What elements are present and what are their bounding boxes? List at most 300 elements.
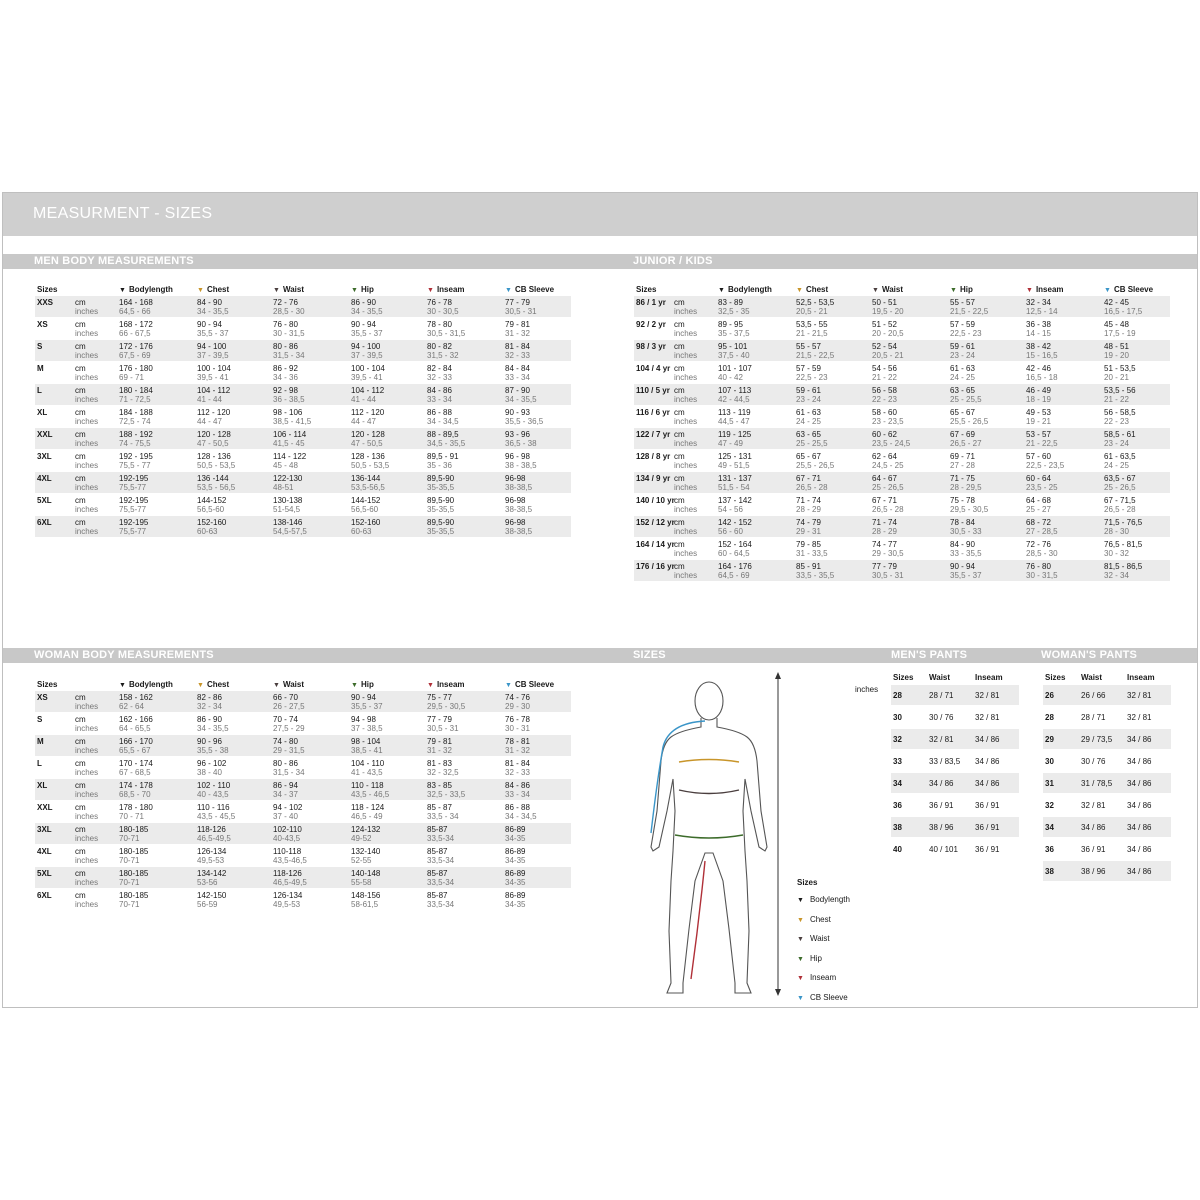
value-inches: 22 - 23 [1104,417,1129,426]
measurement-cell [117,318,195,339]
value-cm: 36 - 38 [1026,320,1051,329]
value-cm: 144-152 [197,496,227,505]
table-row [35,801,571,822]
pants-size: 36 [1045,844,1054,854]
woman-measurements-table [35,677,571,911]
measurement-cell [1024,318,1102,339]
column-header-bodylength [716,283,794,295]
pants-value: 36 / 91 [929,800,954,810]
pants-size: 28 [1045,712,1054,722]
value-inches: 41 - 44 [197,395,222,404]
value-inches: 41 - 44 [351,395,376,404]
value-cm: 53,5 - 56 [1104,386,1136,395]
pants-row [1043,861,1171,881]
value-inches: 16,5 - 17,5 [1104,307,1143,316]
measurement-cell [948,450,1024,471]
value-cm: 118 - 124 [351,803,385,812]
value-inches: 71 - 72,5 [119,395,151,404]
value-cm: 61 - 63 [950,364,975,373]
measurement-cell [271,823,349,844]
men-section-band [3,254,603,269]
value-inches: 22,5 - 23,5 [1026,461,1065,470]
value-inches: 33,5-34 [427,856,455,865]
value-cm: 82 - 84 [427,364,452,373]
measurement-cell [425,889,503,910]
measurement-cell [349,406,425,427]
value-inches: 37 - 39,5 [351,351,383,360]
pants-size: 33 [893,756,902,766]
value-cm: 164 - 176 [718,562,752,571]
measurement-cell [117,472,195,493]
column-header-label: Chest [206,284,230,294]
column-header-cb-sleeve [503,678,571,690]
value-cm: 86-89 [505,825,526,834]
value-inches: 27 - 28,5 [1026,527,1058,536]
size-label: 110 / 5 yr [634,384,672,405]
woman-section-heading: WOMAN BODY MEASUREMENTS [34,649,214,661]
measurement-cell [271,318,349,339]
pants-row [1043,839,1171,859]
pants-value: 40 / 101 [929,844,958,854]
column-header-inseam [1024,283,1102,295]
measurement-cell [794,494,870,515]
legend-item-hip [797,954,850,974]
value-cm: 80 - 86 [273,759,298,768]
measurement-cell [195,823,271,844]
woman-section-band [3,648,603,663]
value-cm: 52 - 54 [872,342,897,351]
measurement-cell [1024,384,1102,405]
value-cm: 89,5-90 [427,496,455,505]
table-row [35,889,571,910]
value-inches: 38-38,5 [505,527,533,536]
legend-item-inseam [797,973,850,993]
value-inches: 32,5 - 35 [718,307,750,316]
pants-value: 29 / 73,5 [1079,729,1125,749]
measurement-cell [349,691,425,712]
unit-inches: inches [674,417,698,426]
value-cm: 122-130 [273,474,303,483]
value-inches: 32 - 33 [505,768,530,777]
size-label: 5XL [35,867,73,888]
value-cm: 124-132 [351,825,381,834]
unit-cm: cm [75,825,86,834]
unit-inches: inches [75,878,99,887]
unit-labels [672,472,716,493]
table-row [35,318,571,339]
value-inches: 26,5 - 28 [872,505,904,514]
value-inches: 51-54,5 [273,505,301,514]
measurement-cell [195,472,271,493]
legend-item-chest [797,915,850,935]
chest-measure-line [679,760,739,763]
measurement-cell [117,406,195,427]
unit-cm: cm [674,496,685,505]
value-cm: 76 - 78 [427,298,452,307]
measurement-cell [503,823,571,844]
value-cm: 89,5-90 [427,474,455,483]
unit-labels [73,757,117,778]
value-cm: 81 - 84 [505,342,530,351]
value-inches: 34 - 35,5 [505,395,537,404]
value-cm: 76,5 - 81,5 [1104,540,1143,549]
value-inches: 45 - 48 [273,461,298,470]
value-cm: 38 - 42 [1026,342,1051,351]
value-inches: 28 - 29 [796,505,821,514]
value-cm: 64 - 68 [1026,496,1051,505]
measurement-cell [425,296,503,317]
column-header-chest [195,678,271,690]
value-inches: 54 - 56 [718,505,743,514]
value-inches: 30 - 31,5 [273,329,305,338]
value-inches: 60-63 [351,527,372,536]
value-inches: 51,5 - 54 [718,483,750,492]
measurement-cell [271,801,349,822]
measurement-cell [503,757,571,778]
womans-pants-heading: WOMAN'S PANTS [1041,649,1138,661]
pants-value: 32 / 81 [927,729,973,749]
value-cm: 144-152 [351,496,381,505]
value-inches: 24 - 25 [950,373,975,382]
pants-column-header: Waist [1081,672,1103,682]
measurement-cell [271,713,349,734]
value-cm: 104 - 112 [197,386,231,395]
value-cm: 76 - 78 [505,715,530,724]
column-header-label: Bodylength [128,679,173,689]
value-inches: 41 - 43,5 [351,768,383,777]
value-inches: 56,5-60 [197,505,225,514]
legend-label: Waist [809,934,830,943]
unit-inches: inches [674,439,698,448]
measurement-cell [425,691,503,712]
measurement-cell [1102,494,1170,515]
marker-triangle-icon: ▼ [273,286,280,294]
unit-labels [672,428,716,449]
table-row [35,340,571,361]
pants-size: 31 [1043,773,1079,793]
value-cm: 58,5 - 61 [1104,430,1136,439]
value-cm: 126-134 [197,847,227,856]
value-inches: 47 - 50,5 [351,439,383,448]
value-inches: 27 - 28 [950,461,975,470]
value-inches: 34-35 [505,856,526,865]
value-inches: 31,5 - 32 [427,351,459,360]
measurement-cell [117,362,195,383]
value-inches: 35,5 - 37 [950,571,982,580]
measurement-cell [271,889,349,910]
bodylength-arrow-top [775,672,781,679]
value-inches: 65,5 - 67 [119,746,151,755]
value-cm: 62 - 64 [872,452,897,461]
value-cm: 52,5 - 53,5 [796,298,835,307]
value-inches: 47 - 49 [718,439,743,448]
value-cm: 86-89 [505,869,526,878]
measurement-cell [794,406,870,427]
unit-inches: inches [75,373,99,382]
unit-cm: cm [674,298,685,307]
measurement-cell [716,340,794,361]
value-inches: 22,5 - 23 [950,329,982,338]
measurement-cell [503,845,571,866]
value-cm: 110-118 [273,847,302,856]
pants-value: 32 / 81 [1127,712,1152,722]
value-inches: 38 - 40 [197,768,222,777]
unit-cm: cm [75,452,86,461]
size-label: XXL [35,428,73,449]
measurement-cell [425,823,503,844]
table-row [634,538,1170,559]
measurement-cell [503,384,571,405]
pants-value: 34 / 86 [1127,800,1152,810]
value-inches: 23 - 23,5 [872,417,904,426]
measurement-cell [195,384,271,405]
measurement-cell [349,757,425,778]
value-cm: 81,5 - 86,5 [1104,562,1143,571]
value-inches: 75,5-77 [119,527,147,536]
mens-pants-table [891,669,1019,861]
measurement-cell [195,691,271,712]
value-inches: 38-38,5 [505,505,533,514]
value-cm: 85-87 [427,825,448,834]
unit-labels [73,779,117,800]
size-label: 98 / 3 yr [634,340,672,361]
value-cm: 102-110 [273,825,302,834]
measurement-cell [195,779,271,800]
measurement-cell [948,406,1024,427]
pants-row [891,729,1019,749]
column-header-label: Chest [206,679,230,689]
measurement-cell [716,560,794,581]
value-inches: 29 - 31 [796,527,821,536]
value-inches: 49-52 [351,834,372,843]
unit-labels [672,560,716,581]
measurement-cell [716,384,794,405]
value-cm: 72 - 76 [1026,540,1051,549]
junior-section-band [603,254,1197,269]
measurement-cell [271,845,349,866]
table-row [35,428,571,449]
unit-cm: cm [674,430,685,439]
value-cm: 180-185 [119,847,149,856]
value-cm: 96 - 102 [197,759,227,768]
value-inches: 23,5 - 25 [1026,483,1058,492]
measurement-cell [1024,472,1102,493]
unit-labels [73,691,117,712]
value-cm: 71 - 74 [796,496,821,505]
value-cm: 125 - 131 [718,452,752,461]
unit-cm: cm [75,759,86,768]
value-cm: 101 - 107 [718,364,752,373]
value-cm: 50 - 51 [872,298,897,307]
unit-labels [73,735,117,756]
marker-triangle-icon: ▼ [505,286,512,294]
table-row [634,384,1170,405]
unit-cm: cm [75,518,86,527]
table-row [35,713,571,734]
value-cm: 63 - 65 [796,430,821,439]
value-cm: 71 - 74 [872,518,897,527]
value-inches: 70-71 [119,900,140,909]
unit-cm: cm [75,847,86,856]
measurement-cell [503,713,571,734]
marker-triangle-icon: ▼ [872,286,879,294]
value-inches: 25,5 - 26,5 [796,461,835,470]
value-cm: 192 - 195 [119,452,153,461]
unit-cm: cm [75,496,86,505]
legend-item-cb-sleeve [797,993,850,1013]
measurement-cell [1102,450,1170,471]
value-cm: 118-126 [273,869,302,878]
table-row [35,472,571,493]
value-inches: 43,5 - 46,5 [351,790,390,799]
unit-cm: cm [674,518,685,527]
table-row [634,428,1170,449]
value-inches: 67,5 - 69 [119,351,151,360]
pants-value: 30 / 76 [929,712,954,722]
value-inches: 35,5 - 38 [197,746,229,755]
unit-cm: cm [75,474,86,483]
value-inches: 28 - 29 [872,527,897,536]
value-cm: 71,5 - 76,5 [1104,518,1143,527]
unit-labels [672,494,716,515]
measurement-cell [1024,516,1102,537]
unit-cm: cm [674,408,685,417]
pants-size: 28 [891,685,927,705]
unit-cm: cm [75,408,86,417]
value-cm: 120 - 128 [197,430,231,439]
measurement-cell [349,384,425,405]
unit-inches: inches [75,724,99,733]
value-cm: 67 - 69 [950,430,975,439]
pants-column-header: Sizes [893,672,914,682]
men-section-heading: MEN BODY MEASUREMENTS [34,255,194,267]
unit-cm: cm [75,693,86,702]
value-cm: 112 - 120 [351,408,385,417]
measurement-cell [716,428,794,449]
table-row [634,450,1170,471]
value-inches: 25 - 25,5 [950,395,982,404]
body-measurement-figure [639,671,789,1011]
value-cm: 93 - 96 [505,430,530,439]
value-inches: 50,5 - 53,5 [351,461,390,470]
value-cm: 94 - 98 [351,715,376,724]
value-inches: 34-35 [505,834,526,843]
marker-triangle-icon: ▼ [1104,286,1111,294]
size-label: 4XL [35,472,73,493]
measurement-cell [425,713,503,734]
measurement-cell [117,889,195,910]
value-cm: 142 - 152 [718,518,752,527]
measurement-cell [794,340,870,361]
value-inches: 72,5 - 74 [119,417,151,426]
pants-value: 28 / 71 [1081,712,1106,722]
value-inches: 35-35,5 [427,483,455,492]
pants-row [1043,685,1171,705]
value-cm: 128 - 136 [197,452,231,461]
value-inches: 34 - 35,5 [197,307,229,316]
bodylength-arrow-bottom [775,989,781,996]
pants-value: 36 / 91 [975,800,1000,810]
value-inches: 29,5 - 30,5 [427,702,466,711]
pants-header-row [891,671,1019,683]
value-cm: 80 - 82 [427,342,452,351]
measurement-cell [195,757,271,778]
womans-pants-table [1043,669,1171,883]
size-label: 122 / 7 yr [634,428,672,449]
value-inches: 69 - 71 [119,373,144,382]
column-header-inseam [425,283,503,295]
value-cm: 84 - 90 [197,298,222,307]
value-inches: 23 - 24 [796,395,821,404]
measurement-cell [503,779,571,800]
value-cm: 86 - 88 [505,803,530,812]
unit-labels [672,406,716,427]
value-inches: 75,5-77 [119,483,147,492]
value-cm: 113 - 119 [718,408,751,417]
value-inches: 44 - 47 [197,417,222,426]
value-inches: 26,5 - 27 [950,439,982,448]
pants-column-header: Waist [929,672,951,682]
value-cm: 152 - 164 [718,540,752,549]
measurement-cell [503,735,571,756]
measurement-cell [948,560,1024,581]
measurement-cell [503,494,571,515]
mens-pants-inches-label: inches [855,685,879,694]
table-row [35,867,571,888]
value-cm: 130-138 [273,496,303,505]
unit-cm: cm [75,342,86,351]
value-cm: 162 - 166 [119,715,153,724]
marker-triangle-icon: ▼ [1026,286,1033,294]
unit-cm: cm [75,715,86,724]
unit-cm: cm [75,803,86,812]
value-inches: 22 - 23 [872,395,897,404]
value-cm: 178 - 180 [119,803,153,812]
unit-inches: inches [75,812,99,821]
value-inches: 34-35 [505,900,526,909]
value-inches: 64,5 - 66 [119,307,151,316]
size-label: 152 / 12 yr [634,516,672,537]
unit-labels [672,362,716,383]
measurement-cell [271,472,349,493]
value-inches: 67 - 68,5 [119,768,151,777]
value-cm: 120 - 128 [351,430,385,439]
value-cm: 54 - 56 [872,364,897,373]
unit-labels [73,823,117,844]
pants-row [891,751,1019,771]
value-cm: 86 - 92 [273,364,298,373]
measurement-cell [1102,406,1170,427]
value-inches: 18 - 19 [1026,395,1051,404]
pants-value: 26 / 66 [1079,685,1125,705]
unit-cm: cm [75,364,86,373]
measurement-cell [1102,538,1170,559]
measurement-cell [195,340,271,361]
measurement-cell [425,494,503,515]
column-header-hip [349,678,425,690]
size-label: 3XL [37,452,52,461]
measurement-cell [948,384,1024,405]
column-header-label: Bodylength [128,284,173,294]
value-inches: 21 - 22 [1104,395,1129,404]
value-cm: 170 - 174 [119,759,153,768]
value-inches: 20 - 21 [1104,373,1129,382]
column-header-label: Hip [959,284,973,294]
table-row [35,384,571,405]
value-inches: 75,5-77 [119,505,147,514]
measurement-cell [117,428,195,449]
legend-label: Hip [809,953,822,963]
